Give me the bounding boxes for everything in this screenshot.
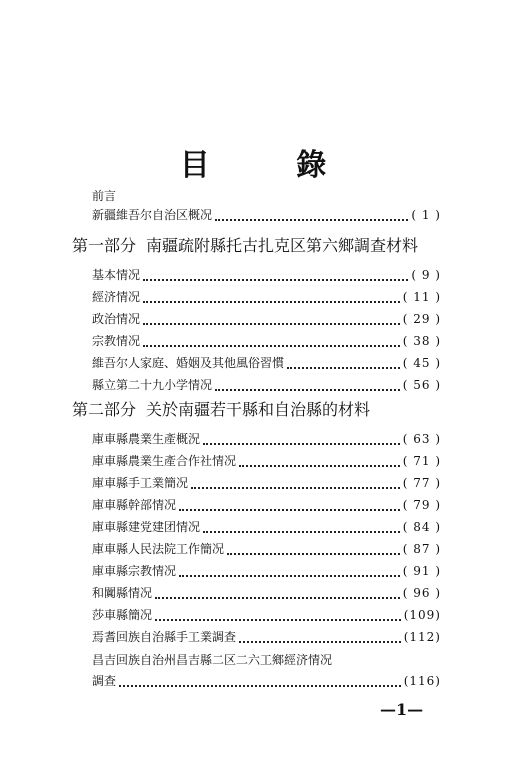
- leader-dots: [203, 521, 400, 533]
- entry-page-number: ( 77 ): [402, 476, 441, 490]
- toc-entry[interactable]: [92, 496, 441, 514]
- entry-label: 新疆維吾尔自治区概况: [92, 208, 213, 222]
- section-part-label: 第二部分: [72, 400, 137, 419]
- entry-label: 維吾尔人家庭、婚姻及其他風俗習慣: [92, 356, 285, 370]
- toc-entry-final[interactable]: [92, 672, 441, 690]
- toc-entry[interactable]: [92, 584, 441, 602]
- leader-dots: [203, 433, 400, 445]
- leader-dots: [143, 313, 400, 325]
- page-title: 目 錄: [179, 148, 365, 183]
- entry-label: 和闐縣情况: [92, 586, 153, 600]
- section-title: 南疆疏附縣托古扎克区第六鄉調查材料: [146, 236, 419, 255]
- entry-page-number: ( 9 ): [411, 268, 441, 282]
- entry-page-number: (116): [403, 674, 441, 688]
- leader-dots: [287, 357, 400, 369]
- section-heading-1: [72, 236, 418, 256]
- leader-dots: [143, 291, 400, 303]
- leader-dots: [143, 269, 408, 281]
- toc-entry[interactable]: [92, 376, 441, 394]
- entry-page-number: ( 1 ): [411, 208, 441, 222]
- toc-entry[interactable]: [92, 452, 441, 470]
- entry-label: 庫車縣農業生產合作社情况: [92, 454, 237, 468]
- entry-label: 政治情况: [92, 312, 141, 326]
- entry-label: 縣立第二十九小学情况: [92, 378, 213, 392]
- toc-entry[interactable]: [92, 430, 441, 448]
- entry-label: 庫車縣手工業簡况: [92, 476, 189, 490]
- toc-entry-intro[interactable]: [92, 206, 441, 224]
- section-part-label: 第一部分: [72, 236, 137, 255]
- entry-label: 莎車縣簡况: [92, 608, 153, 622]
- leader-dots: [155, 587, 400, 599]
- entry-label: 經济情况: [92, 290, 141, 304]
- toc-entry[interactable]: [92, 628, 441, 646]
- section-title: 关於南疆若干縣和自治縣的材料: [146, 400, 371, 419]
- entry-label: 庫車縣幹部情况: [92, 498, 177, 512]
- page-number-folio: —1—: [380, 700, 424, 719]
- toc-entry[interactable]: [92, 354, 441, 372]
- leader-dots: [119, 675, 401, 687]
- entry-label: 庫車縣建党建团情况: [92, 520, 201, 534]
- entry-label: 調查: [92, 674, 117, 688]
- entry-page-number: ( 96 ): [402, 586, 441, 600]
- toc-entry[interactable]: [92, 288, 441, 306]
- toc-entry[interactable]: [92, 540, 441, 558]
- toc-entry[interactable]: [92, 332, 441, 350]
- entry-page-number: ( 91 ): [402, 564, 441, 578]
- leader-dots: [155, 609, 401, 621]
- entry-page-number: (112): [403, 630, 441, 644]
- toc-entry[interactable]: [92, 474, 441, 492]
- toc-entry[interactable]: [92, 606, 441, 624]
- toc-entry[interactable]: [92, 266, 441, 284]
- leader-dots: [239, 455, 400, 467]
- entry-page-number: ( 29 ): [402, 312, 441, 326]
- entry-label: 基本情况: [92, 268, 141, 282]
- entry-label: 庫車縣宗教情况: [92, 564, 177, 578]
- toc-entry[interactable]: [92, 518, 441, 536]
- toc-entry[interactable]: [92, 310, 441, 328]
- entry-page-number: ( 45 ): [402, 356, 441, 370]
- entry-label: 庫車縣農業生產概況: [92, 432, 201, 446]
- entry-page-number: ( 71 ): [402, 454, 441, 468]
- section-heading-2: [72, 400, 370, 420]
- entry-page-number: ( 63 ): [402, 432, 441, 446]
- entry-page-number: (109): [403, 608, 441, 622]
- entry-page-number: ( 38 ): [402, 334, 441, 348]
- leader-dots: [143, 335, 400, 347]
- leader-dots: [191, 477, 400, 489]
- preface-heading: 前言: [92, 189, 117, 203]
- entry-page-number: ( 79 ): [402, 498, 441, 512]
- leader-dots: [227, 543, 400, 555]
- leader-dots: [215, 379, 400, 391]
- entry-label: 庫車縣人民法院工作簡况: [92, 542, 225, 556]
- toc-entry[interactable]: [92, 562, 441, 580]
- entry-page-number: ( 84 ): [402, 520, 441, 534]
- entry-label: 宗教情况: [92, 334, 141, 348]
- entry-page-number: ( 56 ): [402, 378, 441, 392]
- entry-label: 焉耆回族自治縣手工業調查: [92, 630, 237, 644]
- leader-dots: [239, 631, 401, 643]
- entry-page-number: ( 11 ): [402, 290, 441, 304]
- leader-dots: [215, 209, 408, 221]
- entry-page-number: ( 87 ): [402, 542, 441, 556]
- toc-entry-line1[interactable]: 昌吉回族自治州昌吉縣二区二六工鄉經济情况: [92, 653, 333, 667]
- leader-dots: [179, 565, 400, 577]
- leader-dots: [179, 499, 400, 511]
